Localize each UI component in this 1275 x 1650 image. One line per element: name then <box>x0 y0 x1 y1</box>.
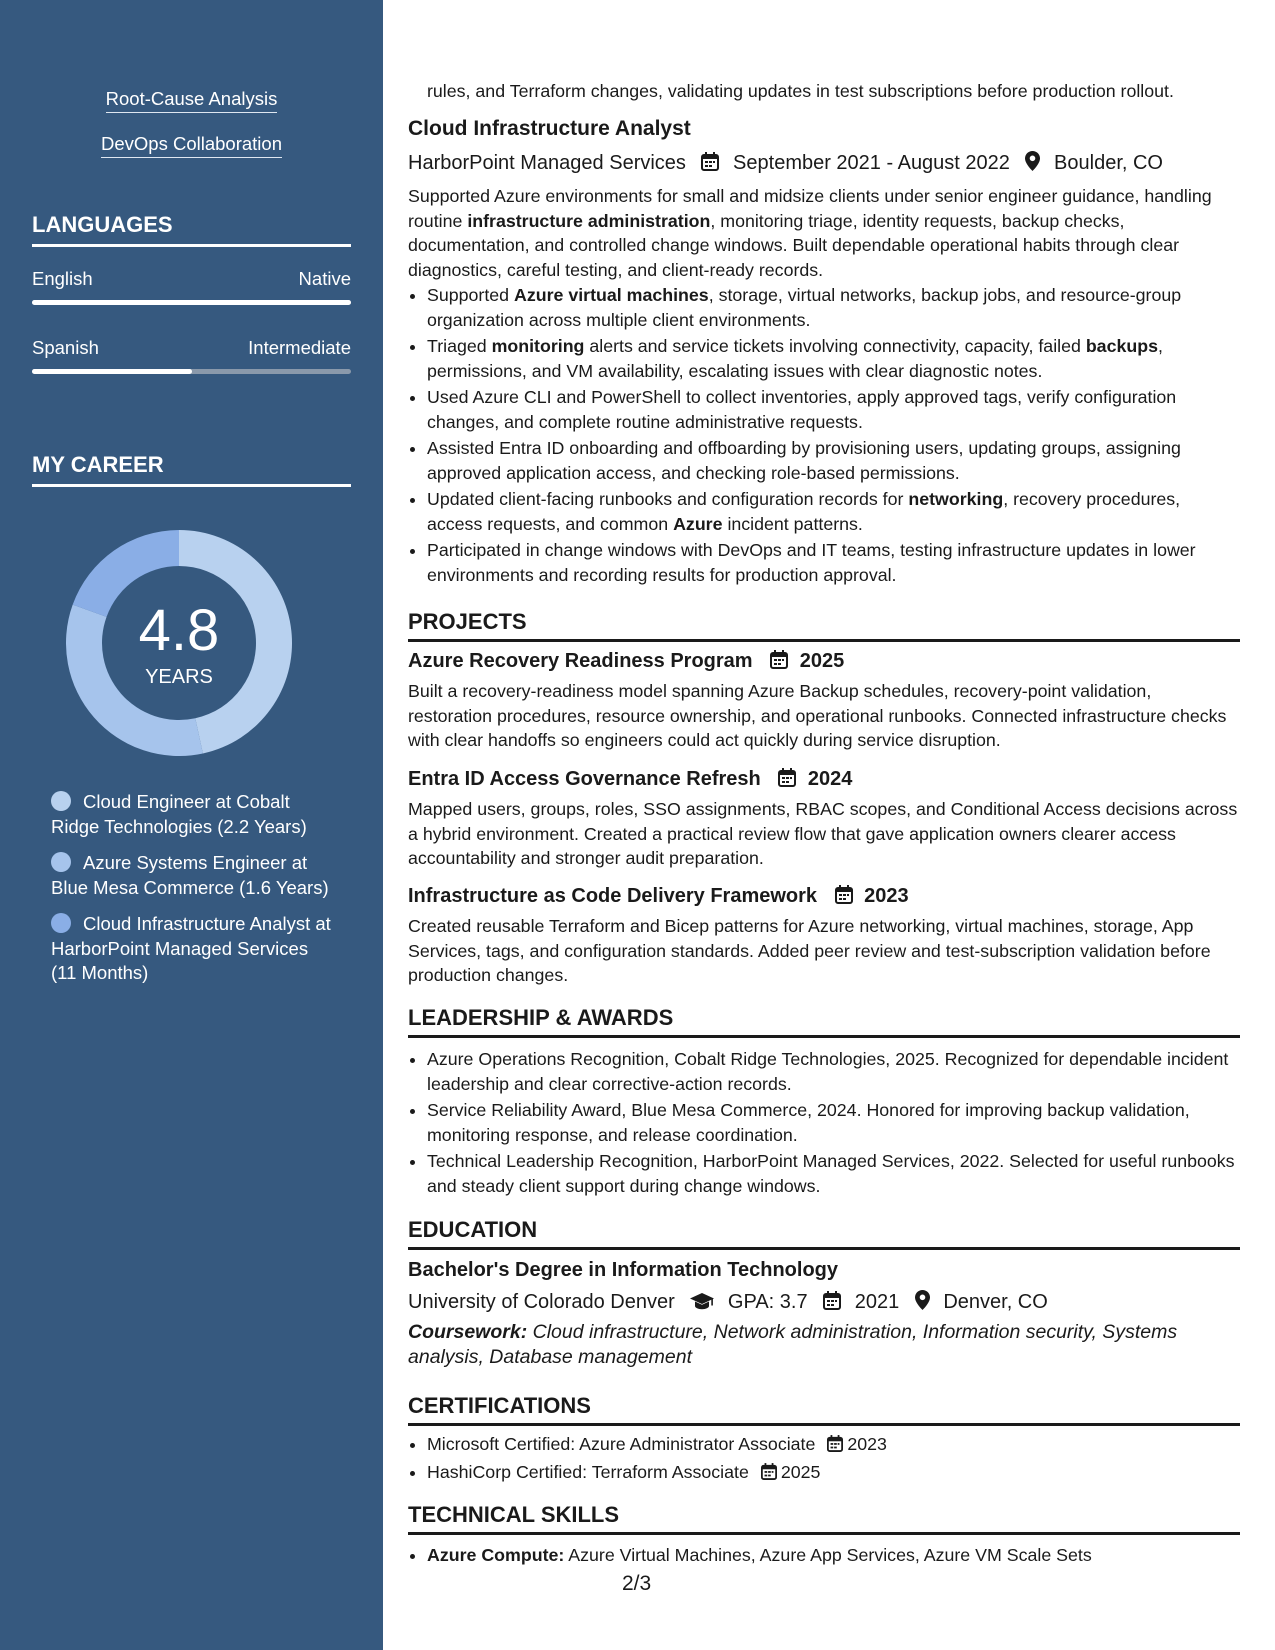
job-summary: Supported Azure environments for small and midsize clients under senior engineer guidance, handling routine infrastructure administration, monitoring triage, identity requests, backup checks, documentation, and controlled change windows. Built dependable operational habits through clear diagnostics, careful testing, and client-ready records. <box>408 186 1212 280</box>
career-donut-chart <box>66 530 292 756</box>
project-title: Azure Recovery Readiness Program 2025 <box>408 650 844 675</box>
cert-year: 2023 <box>847 1434 887 1454</box>
legend-dot <box>51 913 71 933</box>
page-number: 2/3 <box>622 1572 652 1595</box>
technical-skills-list <box>408 1543 1240 1570</box>
project-year: 2023 <box>864 885 909 907</box>
cert-year: 2025 <box>780 1461 821 1482</box>
calendar-icon <box>778 768 796 793</box>
career-legend-item: Azure Systems Engineer at Blue Mesa Commerce (1.6 Years) <box>51 852 329 898</box>
language-bar <box>32 300 351 305</box>
career-legend-item: Cloud Infrastructure Analyst at HarborPoint Managed Services (11 Months) <box>51 913 331 983</box>
list-item: • Azure Compute: Azure Virtual Machines, Azure App Services, Azure VM Scale Sets <box>427 1543 1240 1568</box>
project-year: 2025 <box>799 650 845 672</box>
job-bullets <box>408 283 1240 589</box>
technical-skills-heading: TECHNICAL SKILLS <box>408 1502 1240 1535</box>
project-description: Built a recovery-readiness model spanning Azure Backup schedules, recovery-point validation, restoration procedures, resource ownership, and operational runbooks. Connected infrastructure checks with clear handoffs so engineers could act quickly during service disruption. <box>408 681 1227 750</box>
calendar-icon <box>701 152 719 177</box>
career-total-value: 4.8 <box>138 598 220 663</box>
list-item: • Participated in change windows with DevOps and IT teams, testing infrastructure updates in lower environments and recording results for production approval. <box>427 538 1240 587</box>
career-heading: MY CAREER <box>32 452 351 487</box>
degree-title: Bachelor's Degree in Information Technology <box>408 1259 839 1281</box>
school-location: Denver, CO <box>943 1291 1048 1313</box>
skill-item: DevOps Collaboration <box>0 133 383 158</box>
project-title: Infrastructure as Code Delivery Framework 2023 <box>408 885 909 910</box>
experience-carryover: rules, and Terraform changes, validating updates in test subscriptions before production rollout. <box>427 81 1174 101</box>
list-item: • Used Azure CLI and PowerShell to collect inventories, apply approved tags, verify configuration changes, and complete routine administrative requests. <box>427 385 1240 434</box>
legend-dot <box>51 791 71 811</box>
list-item: • Assisted Entra ID onboarding and offboarding by provisioning users, updating groups, assigning approved application access, and checking role-based permissions. <box>427 436 1240 485</box>
language-bar <box>32 369 351 374</box>
calendar-icon <box>823 1291 841 1316</box>
list-item: • Technical Leadership Recognition, HarborPoint Managed Services, 2022. Selected for useful runbooks and steady client support during change windows. <box>427 1149 1240 1198</box>
language-row <box>32 268 351 308</box>
certifications-heading: CERTIFICATIONS <box>408 1393 1240 1426</box>
coursework: Coursework: Cloud infrastructure, Network administration, Information security, Systems analysis, Database management <box>408 1321 1178 1368</box>
leadership-list <box>408 1047 1240 1200</box>
sidebar <box>0 0 383 1650</box>
certifications-list <box>408 1432 1240 1488</box>
list-item: • Azure Operations Recognition, Cobalt Ridge Technologies, 2025. Recognized for dependable incident leadership and clear corrective-action records. <box>427 1047 1240 1096</box>
legend-dot <box>51 852 71 872</box>
language-bar-fill <box>32 300 351 305</box>
calendar-icon <box>827 1434 843 1459</box>
list-item: • HashiCorp Certified: Terraform Associate 2025 <box>427 1460 1240 1487</box>
graduation-cap-icon <box>690 1293 714 1316</box>
job-meta <box>408 151 1163 177</box>
map-pin-icon <box>1025 151 1040 177</box>
language-row <box>32 337 351 377</box>
education-heading: EDUCATION <box>408 1217 1240 1250</box>
languages-heading: LANGUAGES <box>32 212 351 247</box>
list-item: • Service Reliability Award, Blue Mesa Commerce, 2024. Honored for improving backup validation, monitoring response, and release coordination. <box>427 1098 1240 1147</box>
career-total-unit: YEARS <box>145 666 213 688</box>
career-legend-item: Cloud Engineer at Cobalt Ridge Technologies (2.2 Years) <box>51 791 307 837</box>
map-pin-icon <box>915 1290 930 1316</box>
skill-item: Root-Cause Analysis <box>0 88 383 113</box>
project-description: Created reusable Terraform and Bicep patterns for Azure networking, virtual machines, storage, App Services, tags, and configuration standards. Added peer review and test-subscription validation before production changes. <box>408 916 1211 985</box>
project-title: Entra ID Access Governance Refresh 2024 <box>408 768 852 793</box>
list-item: • Triaged monitoring alerts and service tickets involving connectivity, capacity, failed backups, permissions, and VM availability, escalating issues with clear diagnostic notes. <box>427 334 1240 383</box>
education-meta <box>408 1290 1048 1316</box>
job-location: Boulder, CO <box>1054 152 1163 174</box>
job-dates: September 2021 - August 2022 <box>733 152 1010 174</box>
language-name: English <box>32 268 93 289</box>
gpa: GPA: 3.7 <box>727 1291 808 1313</box>
language-level: Native <box>298 268 351 289</box>
school-name: University of Colorado Denver <box>408 1291 675 1313</box>
language-bar-fill <box>32 369 192 374</box>
list-item: • Supported Azure virtual machines, storage, virtual networks, backup jobs, and resource-group organization across multiple client environments. <box>427 283 1240 332</box>
language-name: Spanish <box>32 337 99 358</box>
leadership-heading: LEADERSHIP & AWARDS <box>408 1005 1240 1038</box>
projects-heading: PROJECTS <box>408 609 1240 642</box>
career-legend <box>51 790 331 998</box>
project-description: Mapped users, groups, roles, SSO assignments, RBAC scopes, and Conditional Access decisions across a hybrid environment. Created a practical review flow that gave application owners clearer access accountability and stronger audit preparation. <box>408 799 1238 868</box>
calendar-icon <box>761 1462 777 1487</box>
graduation-year: 2021 <box>854 1291 900 1313</box>
project-year: 2024 <box>807 768 853 790</box>
calendar-icon <box>835 885 853 910</box>
language-level: Intermediate <box>248 337 351 358</box>
job-company: HarborPoint Managed Services <box>408 152 686 174</box>
main-column <box>408 0 1240 1650</box>
calendar-icon <box>770 650 788 675</box>
job-title: Cloud Infrastructure Analyst <box>408 117 691 140</box>
list-item: • Updated client-facing runbooks and configuration records for networking, recovery procedures, access requests, and common Azure incident patterns. <box>427 487 1240 536</box>
list-item: • Microsoft Certified: Azure Administrator Associate 2023 <box>427 1432 1240 1459</box>
